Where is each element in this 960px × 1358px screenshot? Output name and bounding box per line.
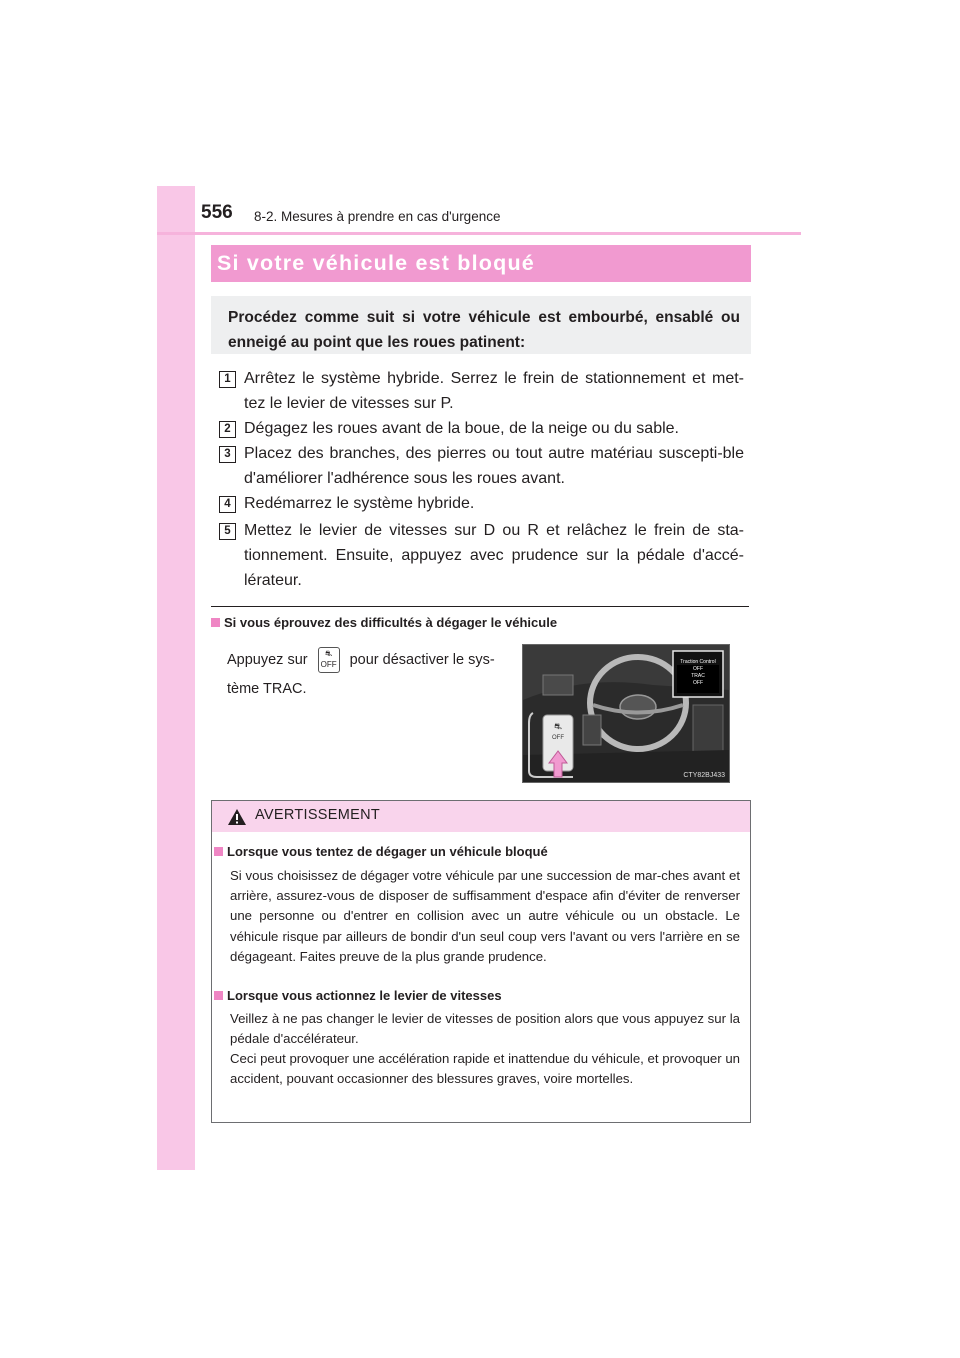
- step-number-2: 2: [219, 421, 236, 438]
- warning-item-2-heading-text: Lorsque vous actionnez le levier de vitesses: [227, 988, 502, 1003]
- trac-text-before: Appuyez sur: [227, 652, 308, 668]
- header-rule: [157, 232, 801, 235]
- step-number-3: 3: [219, 446, 236, 463]
- side-tab-strip: [157, 186, 195, 1170]
- display-off: OFF: [693, 666, 703, 672]
- warning-item-1-heading: [214, 844, 548, 859]
- closeup-button: ⛐ OFF: [552, 721, 564, 741]
- bullet-square-icon: [214, 847, 223, 856]
- warning-item-1-heading-text: Lorsque vous tentez de dégager un véhicule bloqué: [227, 844, 548, 859]
- trac-off-button-label: OFF: [320, 660, 337, 670]
- section-divider: [211, 606, 749, 607]
- warning-item-2-text-2: Ceci peut provoquer une accélération rapide et inattendue du véhicule, et provoquer un accident, pouvant occasionner des blessures graves, voire mortelles.: [230, 1051, 740, 1087]
- step-text-4: Redémarrez le système hybride.: [244, 495, 475, 512]
- bullet-square-icon: [211, 618, 220, 627]
- warning-item-2-text-1: Veillez à ne pas changer le levier de vitesses de position alors que vous appuyez sur la pédale d'accélérateur.: [230, 1011, 740, 1047]
- step-text-1: Arrêtez le système hybride. Serrez le frein de stationnement et met-tez le levier de vitesses sur P.: [244, 370, 744, 412]
- chapter-title: 8-2. Mesures à prendre en cas d'urgence: [254, 209, 501, 224]
- display-trac-off: OFF: [693, 680, 703, 686]
- display-trac: TRAC: [691, 673, 705, 679]
- dashboard-illustration: [522, 644, 730, 783]
- trac-off-button-icon: ⛐ OFF: [318, 647, 340, 673]
- section-title: Si votre véhicule est bloqué: [217, 251, 535, 275]
- step-text-5: Mettez le levier de vitesses sur D ou R et relâchez le frein de sta-tionnement. Ensuite, appuyez avec prudence sur la pédale d'accé-lérateur.: [244, 522, 744, 589]
- step-text-2: Dégagez les roues avant de la boue, de la neige ou du sable.: [244, 420, 679, 437]
- intro-text: Procédez comme suit si votre véhicule est embourbé, ensablé ou enneigé au point que les roues patinent:: [228, 309, 740, 351]
- step-number-1: 1: [219, 371, 236, 388]
- trac-text-after: pour désactiver le sys-tème TRAC.: [227, 652, 495, 697]
- step-number-4: 4: [219, 496, 236, 513]
- bullet-square-icon: [214, 991, 223, 1000]
- difficulty-heading: [211, 615, 557, 630]
- trac-instruction: [227, 646, 517, 704]
- warning-item-1-text: Si vous choisissez de dégager votre véhicule par une succession de mar-ches avant et arrière, assurez-vous de disposer de suffisamment d'espace afin d'éviter de renverser une personne ou d'entrer en collision avec un autre véhicule ou un obstacle. Le véhicule risque par ailleurs de bondir d'un seul coup vers l'avant ou vers l'arrière en se dégageant. Faites preuve de la plus grande prudence.: [230, 868, 740, 964]
- display-title: Traction Control: [680, 659, 716, 665]
- warning-item-2-heading: [214, 988, 502, 1003]
- step-text-3: Placez des branches, des pierres ou tout autre matériau suscepti-ble d'améliorer l'adhérence sous les roues avant.: [244, 445, 744, 487]
- step-number-5: 5: [219, 523, 236, 540]
- difficulty-heading-text: Si vous éprouvez des difficultés à dégager le véhicule: [224, 615, 558, 630]
- image-code: CTY82BJ433: [683, 772, 725, 779]
- warning-icon: [227, 808, 247, 826]
- closeup-button-label: OFF: [552, 735, 564, 741]
- warning-title: AVERTISSEMENT: [255, 807, 381, 823]
- page-number: 556: [201, 202, 233, 223]
